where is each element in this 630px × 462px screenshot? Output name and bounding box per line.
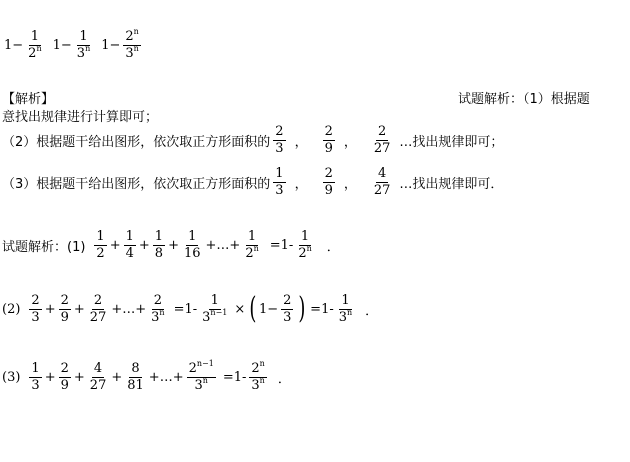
analysis-item2: （2）根据题干给出图形，依次取正方形面积的 $\frac{2}{3}$ ， $\frac{2}{9}$ ， $\frac{2}{27}$ …找出规律即可； [2,124,504,156]
item2-frac-3: $\frac{2}{27}$ [373,124,391,156]
analysis-right-text: 试题解析：（1）根据题 [458,92,590,107]
eq3-label: (3) [2,369,21,385]
expr-b-lead: 1− [52,37,72,53]
eq2-paren-open: ( [249,291,257,327]
analysis-item3: （3）根据题干给出图形，依次取正方形面积的 $\frac{1}{3}$ ， $\frac{2}{9}$ ， $\frac{4}{27}$ …找出规律即可． [2,166,504,198]
solution-eq1: 试题解析：(1) $\frac{1}{2}$ + $\frac{1}{4}$ + $\frac{1}{8}$ + $\frac{1}{16}$ +…+ $\frac{1}{2^n}$ =1- $\frac{1}{2^n}$ ． [2,229,340,261]
expr-b-frac: $\frac{1}{3^n}$ [76,29,91,61]
item3-frac-3: $\frac{4}{27}$ [373,166,391,198]
eq1-term-1: $\frac{1}{2}$ [96,229,105,261]
eq2-term-3: $\frac{2}{27}$ [89,293,107,325]
expr-c-frac: $\frac{2^n}{3^n}$ [125,27,139,61]
eq2-paren-close: ) [298,291,306,327]
solution-label: 试题解析：(1) [2,239,86,255]
expr-a-lead: 1− [4,37,24,53]
eq1-term-4: $\frac{1}{16}$ [183,229,201,261]
expr-c-lead: 1− [101,37,121,53]
top-expressions [4,27,144,61]
analysis-header: 【解析】 [2,92,55,107]
eq2-term-1: $\frac{2}{3}$ [31,293,40,325]
eq1-term-2: $\frac{1}{4}$ [125,229,134,261]
eq2-paren-frac: $\frac{2}{3}$ [283,293,292,325]
eq3-term-4: $\frac{8}{81}$ [127,361,144,393]
expr-a-frac: $\frac{1}{2^n}$ [28,29,42,61]
eq3-term-3: $\frac{4}{27}$ [89,361,107,393]
eq2-result: $\frac{1}{3^n}$ [338,293,353,325]
eq2-mid: $\frac{1}{3^{n-1}}$ [202,293,228,325]
analysis-line2: 意找出规律进行计算即可； [2,110,159,125]
item2-frac-2: $\frac{2}{9}$ [324,124,333,156]
item3-frac-2: $\frac{2}{9}$ [324,166,333,198]
eq3-term-n: $\frac{2^{n-1}}{3^n}$ [188,359,214,393]
item3-frac-1: $\frac{1}{3}$ [275,166,284,198]
solution-eq2: (2) $\frac{2}{3}$ + $\frac{2}{9}$ + $\frac{2}{27}$ +…+ $\frac{2}{3^n}$ =1- $\frac{1}{3^{n-1}}$ × ( 1− $\frac{2}{3}$ ) =1- $\frac{1}{3^n}$ ． [2,291,379,327]
eq1-result: $\frac{1}{2^n}$ [298,229,312,261]
eq2-label: (2) [2,301,21,317]
item2-frac-1: $\frac{2}{3}$ [275,124,284,156]
eq3-result: $\frac{2^n}{3^n}$ [251,359,265,393]
eq1-term-3: $\frac{1}{8}$ [154,229,164,261]
eq3-term-1: $\frac{1}{3}$ [31,361,40,393]
eq2-term-2: $\frac{2}{9}$ [60,293,69,325]
eq1-term-n: $\frac{1}{2^n}$ [245,229,259,261]
solution-eq3: (3) $\frac{1}{3}$ + $\frac{2}{9}$ + $\frac{4}{27}$ + $\frac{8}{81}$ +…+ $\frac{2^{n-1}}{3^n}$ =1- $\frac{2^n}{3^n}$ ． [2,359,291,393]
eq3-term-2: $\frac{2}{9}$ [60,361,69,393]
eq2-term-n: $\frac{2}{3^n}$ [151,293,165,325]
